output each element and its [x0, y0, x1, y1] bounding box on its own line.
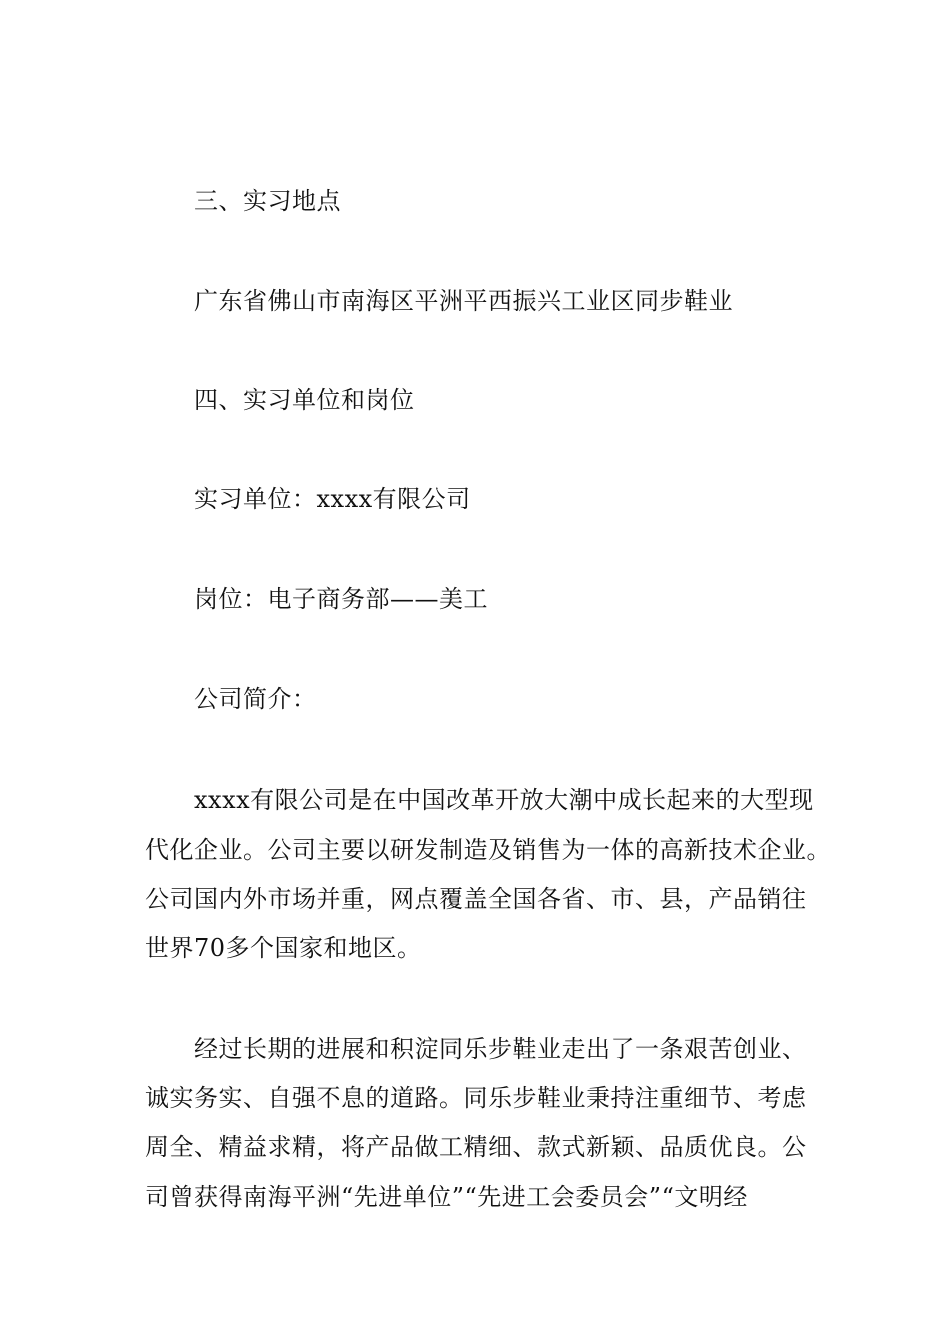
section-heading-unit: 四、实习单位和岗位: [194, 386, 415, 414]
paragraph-line: xxxx有限公司是在中国改革开放大潮中成长起来的大型现: [194, 786, 814, 814]
section-heading-location: 三、实习地点: [194, 187, 341, 215]
paragraph-line: 经过长期的进展和积淀同乐步鞋业走出了一条艰苦创业、: [194, 1035, 807, 1063]
paragraph-line: 世界70多个国家和地区。: [145, 934, 422, 962]
paragraph-line: 代化企业。公司主要以研发制造及销售为一体的高新技术企业。: [145, 836, 831, 864]
paragraph-line: 诚实务实、自强不息的道路。同乐步鞋业秉持注重细节、考虑: [145, 1084, 807, 1112]
paragraph-line: 司曾获得南海平洲“先进单位”“先进工会委员会”“文明经: [145, 1183, 748, 1211]
location-text: 广东省佛山市南海区平洲平西振兴工业区同步鞋业: [194, 287, 733, 315]
unit-text: 实习单位：xxxx有限公司: [194, 485, 471, 513]
paragraph-line: 公司国内外市场并重，网点覆盖全国各省、市、县，产品销往: [145, 885, 807, 913]
paragraph-line: 周全、精益求精，将产品做工精细、款式新颖、品质优良。公: [145, 1133, 807, 1161]
position-text: 岗位：电子商务部——美工: [194, 585, 488, 613]
intro-label: 公司简介：: [194, 685, 317, 713]
